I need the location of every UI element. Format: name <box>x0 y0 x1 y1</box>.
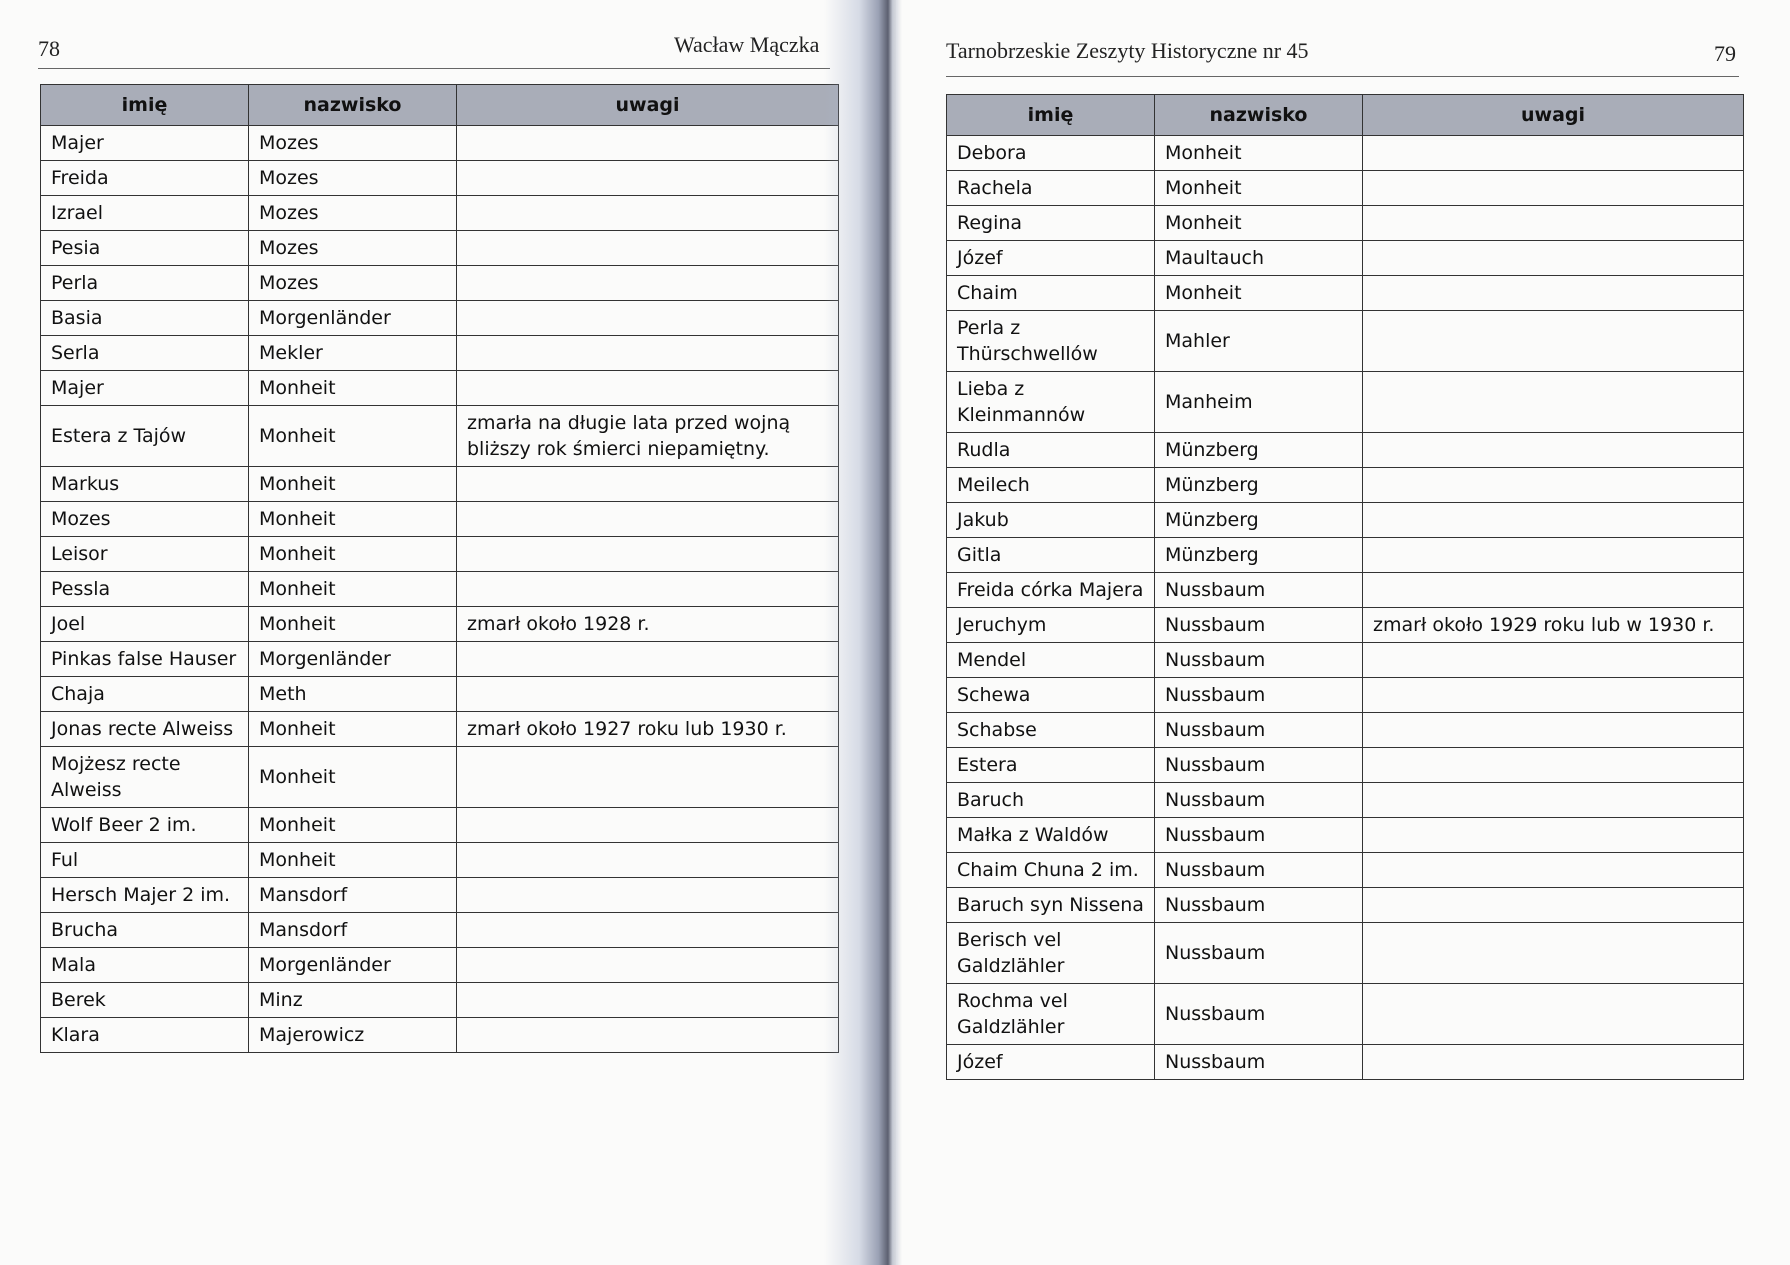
cell-nazwisko: Mahler <box>1155 311 1363 372</box>
table-row <box>947 206 1744 241</box>
cell-uwagi <box>1363 171 1744 206</box>
cell-imie: Serla <box>41 336 249 371</box>
cell-uwagi <box>1363 643 1744 678</box>
cell-nazwisko: Mozes <box>249 266 457 301</box>
table-row <box>41 301 839 336</box>
cell-imie: Markus <box>41 467 249 502</box>
cell-nazwisko: Monheit <box>249 467 457 502</box>
cell-imie: Klara <box>41 1018 249 1053</box>
cell-uwagi <box>1363 206 1744 241</box>
cell-nazwisko: Monheit <box>249 843 457 878</box>
cell-uwagi <box>457 231 839 266</box>
cell-nazwisko: Maultauch <box>1155 241 1363 276</box>
cell-nazwisko: Nussbaum <box>1155 748 1363 783</box>
running-head: Wacław Mączka <box>674 32 820 57</box>
cell-uwagi: zmarł około 1927 roku lub 1930 r. <box>457 712 839 747</box>
cell-uwagi <box>457 502 839 537</box>
cell-imie: Baruch <box>947 783 1155 818</box>
table-row <box>41 712 839 747</box>
table-row <box>947 608 1744 643</box>
table-row <box>41 371 839 406</box>
cell-nazwisko: Morgenländer <box>249 948 457 983</box>
table-row <box>41 808 839 843</box>
table-header-row <box>947 95 1744 136</box>
table-row <box>947 241 1744 276</box>
cell-imie: Jakub <box>947 503 1155 538</box>
cell-nazwisko: Monheit <box>1155 136 1363 171</box>
table-row <box>947 888 1744 923</box>
cell-imie: Pesia <box>41 231 249 266</box>
cell-nazwisko: Morgenländer <box>249 301 457 336</box>
cell-nazwisko: Nussbaum <box>1155 573 1363 608</box>
cell-uwagi <box>457 371 839 406</box>
cell-uwagi <box>457 126 839 161</box>
table-row <box>41 913 839 948</box>
cell-uwagi <box>1363 241 1744 276</box>
table-row <box>947 643 1744 678</box>
cell-uwagi <box>1363 276 1744 311</box>
cell-imie: Józef <box>947 1045 1155 1080</box>
cell-imie: Schewa <box>947 678 1155 713</box>
cell-imie: Freida <box>41 161 249 196</box>
cell-nazwisko: Mozes <box>249 126 457 161</box>
cell-uwagi <box>457 336 839 371</box>
table-row <box>947 433 1744 468</box>
table-row <box>41 1018 839 1053</box>
cell-uwagi <box>1363 372 1744 433</box>
cell-uwagi: zmarła na długie lata przed wojną bliższy rok śmierci niepamiętny. <box>457 406 839 467</box>
column-header-uwagi: uwagi <box>1363 95 1744 136</box>
cell-imie: Jeruchym <box>947 608 1155 643</box>
right-page <box>896 0 1790 1265</box>
cell-nazwisko: Münzberg <box>1155 538 1363 573</box>
cell-uwagi <box>1363 923 1744 984</box>
cell-imie: Majer <box>41 371 249 406</box>
table-row <box>41 406 839 467</box>
table-row <box>947 468 1744 503</box>
cell-nazwisko: Nussbaum <box>1155 608 1363 643</box>
cell-imie: Chaim <box>947 276 1155 311</box>
cell-imie: Chaja <box>41 677 249 712</box>
cell-imie: Estera z Tajów <box>41 406 249 467</box>
table-row <box>947 136 1744 171</box>
cell-uwagi <box>457 878 839 913</box>
cell-imie: Mozes <box>41 502 249 537</box>
table-row <box>41 677 839 712</box>
cell-imie: Leisor <box>41 537 249 572</box>
cell-nazwisko: Monheit <box>249 572 457 607</box>
table-row <box>947 748 1744 783</box>
cell-imie: Mojżesz recte Alweiss <box>41 747 249 808</box>
table-row <box>41 537 839 572</box>
cell-nazwisko: Nussbaum <box>1155 678 1363 713</box>
page-number: 78 <box>38 36 60 61</box>
table-row <box>41 502 839 537</box>
cell-uwagi <box>1363 503 1744 538</box>
cell-nazwisko: Meth <box>249 677 457 712</box>
cell-nazwisko: Nussbaum <box>1155 818 1363 853</box>
cell-uwagi <box>1363 573 1744 608</box>
cell-imie: Perla z Thürschwellów <box>947 311 1155 372</box>
table-row <box>41 196 839 231</box>
cell-imie: Regina <box>947 206 1155 241</box>
left-page <box>0 0 884 1265</box>
cell-imie: Lieba z Kleinmannów <box>947 372 1155 433</box>
table-row <box>947 1045 1744 1080</box>
cell-uwagi <box>457 537 839 572</box>
cell-imie: Małka z Waldów <box>947 818 1155 853</box>
cell-imie: Izrael <box>41 196 249 231</box>
cell-uwagi <box>1363 1045 1744 1080</box>
cell-uwagi <box>457 266 839 301</box>
cell-nazwisko: Mozes <box>249 196 457 231</box>
table-row <box>41 843 839 878</box>
cell-imie: Debora <box>947 136 1155 171</box>
cell-nazwisko: Monheit <box>249 537 457 572</box>
table-row <box>947 573 1744 608</box>
running-head: Tarnobrzeskie Zeszyty Historyczne nr 45 <box>946 38 1309 63</box>
cell-nazwisko: Monheit <box>249 502 457 537</box>
page-number: 79 <box>1714 41 1736 66</box>
cell-nazwisko: Morgenländer <box>249 642 457 677</box>
table-row <box>41 747 839 808</box>
table-row <box>41 266 839 301</box>
cell-uwagi <box>457 572 839 607</box>
table-row <box>41 572 839 607</box>
column-header-imie: imię <box>947 95 1155 136</box>
cell-uwagi <box>457 161 839 196</box>
cell-imie: Meilech <box>947 468 1155 503</box>
cell-nazwisko: Mansdorf <box>249 878 457 913</box>
table-row <box>947 713 1744 748</box>
cell-uwagi <box>1363 311 1744 372</box>
cell-nazwisko: Monheit <box>1155 276 1363 311</box>
table-row <box>41 878 839 913</box>
header-rule <box>946 76 1739 77</box>
cell-uwagi <box>1363 748 1744 783</box>
table-row <box>41 161 839 196</box>
cell-uwagi <box>1363 888 1744 923</box>
cell-imie: Brucha <box>41 913 249 948</box>
cell-uwagi <box>457 677 839 712</box>
cell-uwagi <box>457 1018 839 1053</box>
cell-nazwisko: Monheit <box>249 747 457 808</box>
cell-uwagi <box>1363 678 1744 713</box>
cell-uwagi <box>457 747 839 808</box>
column-header-imie: imię <box>41 85 249 126</box>
table-row <box>947 853 1744 888</box>
cell-imie: Wolf Beer 2 im. <box>41 808 249 843</box>
cell-uwagi: zmarł około 1929 roku lub w 1930 r. <box>1363 608 1744 643</box>
cell-imie: Basia <box>41 301 249 336</box>
cell-uwagi <box>1363 468 1744 503</box>
cell-imie: Jonas recte Alweiss <box>41 712 249 747</box>
cell-uwagi <box>457 948 839 983</box>
cell-uwagi <box>1363 853 1744 888</box>
cell-imie: Pessla <box>41 572 249 607</box>
table-row <box>947 311 1744 372</box>
cell-nazwisko: Nussbaum <box>1155 643 1363 678</box>
cell-nazwisko: Monheit <box>249 607 457 642</box>
cell-imie: Majer <box>41 126 249 161</box>
cell-uwagi <box>457 983 839 1018</box>
table-header-row <box>41 85 839 126</box>
cell-imie: Józef <box>947 241 1155 276</box>
cell-uwagi <box>1363 713 1744 748</box>
table-row <box>41 126 839 161</box>
cell-imie: Berisch vel Galdzlähler <box>947 923 1155 984</box>
table-row <box>41 642 839 677</box>
cell-imie: Pinkas false Hauser <box>41 642 249 677</box>
cell-imie: Rochma vel Galdzlähler <box>947 984 1155 1045</box>
cell-uwagi <box>457 642 839 677</box>
table-row <box>947 372 1744 433</box>
cell-nazwisko: Monheit <box>249 712 457 747</box>
table-row <box>947 276 1744 311</box>
cell-nazwisko: Nussbaum <box>1155 1045 1363 1080</box>
cell-imie: Perla <box>41 266 249 301</box>
table-row <box>947 984 1744 1045</box>
cell-nazwisko: Münzberg <box>1155 468 1363 503</box>
cell-imie: Freida córka Majera <box>947 573 1155 608</box>
table-row <box>947 818 1744 853</box>
column-header-uwagi: uwagi <box>457 85 839 126</box>
names-table <box>946 94 1744 1080</box>
cell-uwagi <box>457 301 839 336</box>
cell-nazwisko: Mozes <box>249 161 457 196</box>
cell-uwagi <box>457 808 839 843</box>
cell-uwagi <box>1363 538 1744 573</box>
cell-nazwisko: Mansdorf <box>249 913 457 948</box>
table-row <box>947 171 1744 206</box>
table-row <box>41 983 839 1018</box>
cell-nazwisko: Monheit <box>249 808 457 843</box>
cell-nazwisko: Monheit <box>249 406 457 467</box>
table-row <box>41 336 839 371</box>
cell-nazwisko: Nussbaum <box>1155 713 1363 748</box>
cell-imie: Joel <box>41 607 249 642</box>
cell-imie: Ful <box>41 843 249 878</box>
cell-nazwisko: Mozes <box>249 231 457 266</box>
cell-uwagi <box>1363 783 1744 818</box>
cell-uwagi <box>457 843 839 878</box>
table-row <box>947 678 1744 713</box>
cell-imie: Chaim Chuna 2 im. <box>947 853 1155 888</box>
column-header-nazwisko: nazwisko <box>249 85 457 126</box>
cell-nazwisko: Nussbaum <box>1155 923 1363 984</box>
cell-uwagi <box>457 913 839 948</box>
names-table <box>40 84 839 1053</box>
cell-uwagi <box>1363 433 1744 468</box>
cell-nazwisko: Nussbaum <box>1155 984 1363 1045</box>
cell-nazwisko: Majerowicz <box>249 1018 457 1053</box>
cell-nazwisko: Münzberg <box>1155 433 1363 468</box>
table-row <box>41 467 839 502</box>
cell-nazwisko: Monheit <box>1155 171 1363 206</box>
cell-imie: Estera <box>947 748 1155 783</box>
cell-imie: Mala <box>41 948 249 983</box>
cell-nazwisko: Nussbaum <box>1155 783 1363 818</box>
table-row <box>41 948 839 983</box>
cell-uwagi <box>1363 818 1744 853</box>
cell-imie: Berek <box>41 983 249 1018</box>
cell-nazwisko: Nussbaum <box>1155 853 1363 888</box>
cell-imie: Mendel <box>947 643 1155 678</box>
cell-imie: Rachela <box>947 171 1155 206</box>
cell-imie: Baruch syn Nissena <box>947 888 1155 923</box>
column-header-nazwisko: nazwisko <box>1155 95 1363 136</box>
cell-nazwisko: Monheit <box>249 371 457 406</box>
table-row <box>947 923 1744 984</box>
cell-uwagi: zmarł około 1928 r. <box>457 607 839 642</box>
cell-imie: Hersch Majer 2 im. <box>41 878 249 913</box>
cell-uwagi <box>1363 136 1744 171</box>
cell-uwagi <box>457 467 839 502</box>
table-row <box>947 538 1744 573</box>
cell-imie: Schabse <box>947 713 1155 748</box>
cell-uwagi <box>457 196 839 231</box>
cell-nazwisko: Monheit <box>1155 206 1363 241</box>
header-rule <box>38 68 830 69</box>
table-row <box>947 783 1744 818</box>
cell-imie: Gitla <box>947 538 1155 573</box>
cell-imie: Rudla <box>947 433 1155 468</box>
book-gutter <box>824 0 902 1265</box>
cell-nazwisko: Münzberg <box>1155 503 1363 538</box>
table-row <box>41 607 839 642</box>
cell-nazwisko: Nussbaum <box>1155 888 1363 923</box>
table-row <box>41 231 839 266</box>
cell-nazwisko: Manheim <box>1155 372 1363 433</box>
cell-nazwisko: Minz <box>249 983 457 1018</box>
cell-nazwisko: Mekler <box>249 336 457 371</box>
cell-uwagi <box>1363 984 1744 1045</box>
table-row <box>947 503 1744 538</box>
